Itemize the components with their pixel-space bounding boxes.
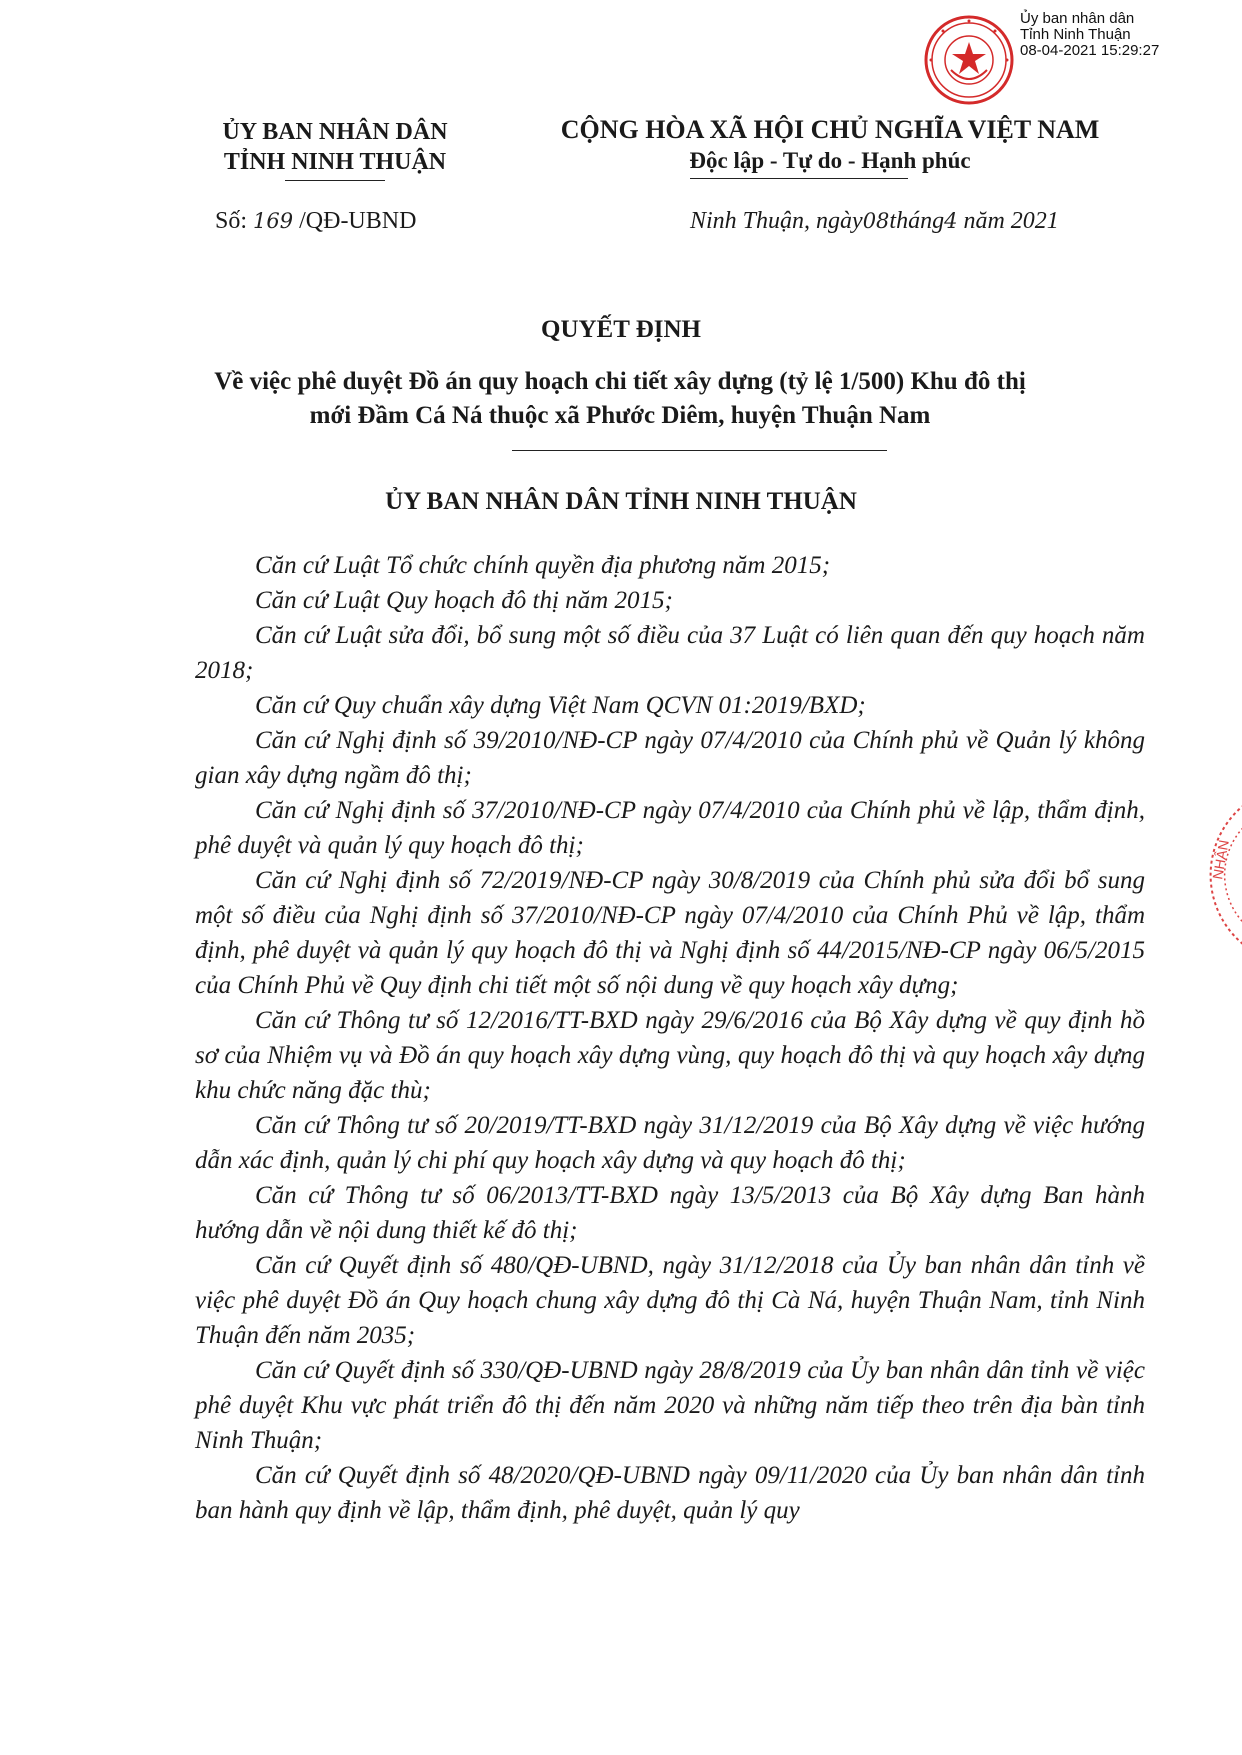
- basis-paragraph: Căn cứ Thông tư số 12/2016/TT-BXD ngày 29/6/2016 của Bộ Xây dựng về quy định hồ sơ của Nhiệm vụ và Đồ án quy hoạch xây dựng vùng, quy hoạch đô thị và quy hoạch xây dựng khu chức năng đặc thù;: [195, 1007, 1145, 1104]
- signature-timestamp: 08-04-2021 15:29:27: [1020, 42, 1160, 59]
- issuing-agency: ỦY BAN NHÂN DÂN TỈNH NINH THUẬN: [385, 488, 857, 515]
- page-edge-stamp: [1196, 790, 1242, 960]
- basis-paragraph: Căn cứ Thông tư số 20/2019/TT-BXD ngày 31/12/2019 của Bộ Xây dựng về việc hướng dẫn xác định, quản lý chi phí quy hoạch xây dựng và quy hoạch đô thị;: [195, 1112, 1145, 1174]
- basis-paragraph: Căn cứ Quy chuẩn xây dựng Việt Nam QCVN 01:2019/BXD;: [255, 692, 866, 719]
- svg-text:NHÂN: NHÂN: [1209, 838, 1232, 881]
- national-header: [530, 113, 1130, 176]
- basis-paragraph: Căn cứ Nghị định số 39/2010/NĐ-CP ngày 07/4/2010 của Chính phủ về Quản lý không gian xây dựng ngầm đô thị;: [195, 727, 1145, 789]
- document-title: QUYẾT ĐỊNH: [541, 316, 701, 343]
- basis-paragraph: Căn cứ Quyết định số 48/2020/QĐ-UBND ngày 09/11/2020 của Ủy ban nhân dân tỉnh ban hành quy định về lập, thẩm định, phê duyệt, quản lý quy: [195, 1462, 1145, 1524]
- signature-province: Tỉnh Ninh Thuận: [1020, 26, 1131, 43]
- number-prefix: Số:: [215, 208, 248, 234]
- issue-date: [690, 208, 1059, 235]
- date-day: 08: [862, 209, 890, 233]
- title-underline: [512, 450, 887, 451]
- digital-signature: [1020, 11, 1159, 59]
- motto-underline: [690, 178, 908, 179]
- basis-paragraph: Căn cứ Quyết định số 480/QĐ-UBND, ngày 31/12/2018 của Ủy ban nhân dân tỉnh về việc phê duyệt Đồ án Quy hoạch chung xây dựng đô thị Cà Ná, huyện Thuận Nam, tỉnh Ninh Thuận đến năm 2035;: [195, 1252, 1145, 1349]
- date-prefix: Ninh Thuận, ngày: [690, 208, 863, 234]
- document-subtitle: [150, 365, 1090, 433]
- number-suffix: /QĐ-UBND: [299, 208, 417, 234]
- signature-org: Ủy ban nhân dân: [1020, 10, 1135, 27]
- issuer-underline: [285, 180, 385, 181]
- subtitle-line1: Về việc phê duyệt Đồ án quy hoạch chi tiết xây dựng (tỷ lệ 1/500) Khu đô thị: [214, 368, 1026, 395]
- basis-paragraph: Căn cứ Luật Quy hoạch đô thị năm 2015;: [255, 587, 673, 614]
- national-title: CỘNG HÒA XÃ HỘI CHỦ NGHĨA VIỆT NAM: [560, 115, 1100, 144]
- national-motto: Độc lập - Tự do - Hạnh phúc: [689, 148, 971, 173]
- basis-paragraph: Căn cứ Nghị định số 72/2019/NĐ-CP ngày 30/8/2019 của Chính phủ sửa đổi bổ sung một số điều của Nghị định số 37/2010/NĐ-CP ngày 07/4/2010 của Chính Phủ về lập, thẩm định, phê duyệt và quản lý quy hoạch đô thị và Nghị định số 44/2015/NĐ-CP ngày 06/5/2015 của Chính Phủ về Quy định chi tiết một số nội dung về quy hoạch xây dựng;: [195, 867, 1145, 999]
- date-suffix: năm 2021: [963, 208, 1059, 234]
- basis-paragraph: Căn cứ Luật Tổ chức chính quyền địa phương năm 2015;: [255, 552, 831, 579]
- basis-paragraph: Căn cứ Nghị định số 37/2010/NĐ-CP ngày 07/4/2010 của Chính phủ về lập, thẩm định, phê duyệt và quản lý quy hoạch đô thị;: [195, 797, 1145, 859]
- number-handwritten: 169: [253, 209, 294, 233]
- date-month: 4: [944, 209, 958, 233]
- basis-paragraph: Căn cứ Quyết định số 330/QĐ-UBND ngày 28/8/2019 của Ủy ban nhân dân tỉnh về việc phê duyệt Khu vực phát triển đô thị đến năm 2020 và những năm tiếp theo trên địa bàn tỉnh Ninh Thuận;: [195, 1357, 1145, 1454]
- issuer-line2: TỈNH NINH THUẬN: [223, 149, 447, 175]
- date-month-label: tháng: [889, 208, 945, 234]
- issuer-header: [175, 117, 495, 177]
- official-seal: [923, 14, 1015, 106]
- document-body: [195, 548, 1145, 1528]
- issuer-line1: ỦY BAN NHÂN DÂN: [222, 119, 448, 145]
- basis-paragraph: Căn cứ Luật sửa đổi, bổ sung một số điều của 37 Luật có liên quan đến quy hoạch năm 2018;: [195, 622, 1145, 684]
- subtitle-line2: mới Đầm Cá Ná thuộc xã Phước Diêm, huyện Thuận Nam: [309, 402, 931, 429]
- basis-paragraph: Căn cứ Thông tư số 06/2013/TT-BXD ngày 13/5/2013 của Bộ Xây dựng Ban hành hướng dẫn về nội dung thiết kế đô thị;: [195, 1182, 1145, 1244]
- document-number: [215, 208, 416, 235]
